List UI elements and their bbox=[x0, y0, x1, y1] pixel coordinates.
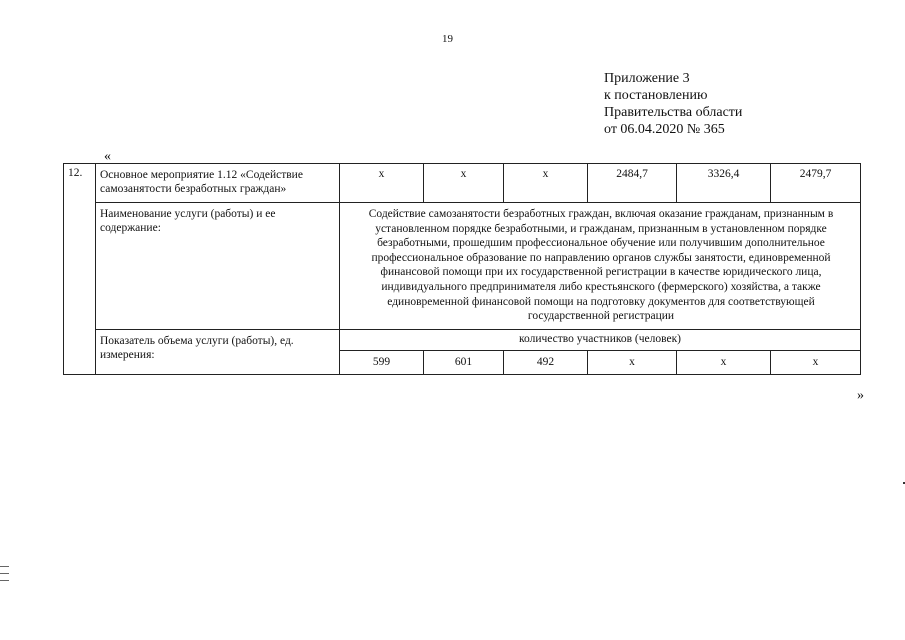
page-number: 19 bbox=[442, 33, 453, 45]
service-label: Наименование услуги (работы) и ее содержание: bbox=[96, 203, 340, 330]
indicator-value-4: х bbox=[588, 351, 677, 375]
program-table bbox=[63, 163, 861, 375]
indicator-value-1: 599 bbox=[340, 351, 424, 375]
indicator-value-3: 492 bbox=[504, 351, 588, 375]
activity-value-1: х bbox=[340, 164, 424, 203]
activity-value-5: 3326,4 bbox=[677, 164, 771, 203]
indicator-value-6: х bbox=[771, 351, 861, 375]
table-row bbox=[64, 203, 861, 330]
activity-value-3: х bbox=[504, 164, 588, 203]
appendix-line-4: от 06.04.2020 № 365 bbox=[604, 122, 725, 137]
closing-quote: » bbox=[857, 388, 864, 403]
appendix-header bbox=[604, 70, 742, 138]
activity-name: Основное мероприятие 1.12 «Содействие самозанятости безработных граждан» bbox=[96, 164, 340, 203]
appendix-line-3: Правительства области bbox=[604, 105, 743, 120]
margin-line bbox=[0, 566, 9, 567]
margin-line bbox=[0, 580, 9, 581]
opening-quote: « bbox=[104, 149, 111, 164]
appendix-line-1: Приложение 3 bbox=[604, 71, 690, 86]
indicator-unit: количество участников (человек) bbox=[340, 330, 861, 351]
margin-line bbox=[0, 573, 9, 574]
table-row bbox=[64, 164, 861, 203]
activity-value-4: 2484,7 bbox=[588, 164, 677, 203]
appendix-line-2: к постановлению bbox=[604, 88, 708, 103]
margin-lines bbox=[0, 566, 9, 587]
activity-value-6: 2479,7 bbox=[771, 164, 861, 203]
activity-value-2: х bbox=[424, 164, 504, 203]
indicator-value-2: 601 bbox=[424, 351, 504, 375]
service-description: Содействие самозанятости безработных граждан, включая оказание гражданам, признанным в установленном порядке безработными, и гражданам, признанным в установленном порядке безработными, прошедшим профессиональное обучение или получившим дополнительное профессиональное образование по направлению органов службы занятости, единовременной финансовой помощи при их государственной регистрации в качестве юридического лица, индивидуального предпринимателя либо крестьянского (фермерского) хозяйства, а также единовременной финансовой помощи на подготовку документов для соответствующей государственной регистрации bbox=[340, 203, 861, 330]
table-row bbox=[64, 330, 861, 351]
row-number: 12. bbox=[64, 164, 96, 375]
indicator-value-5: х bbox=[677, 351, 771, 375]
indicator-label: Показатель объема услуги (работы), ед. измерения: bbox=[96, 330, 340, 375]
